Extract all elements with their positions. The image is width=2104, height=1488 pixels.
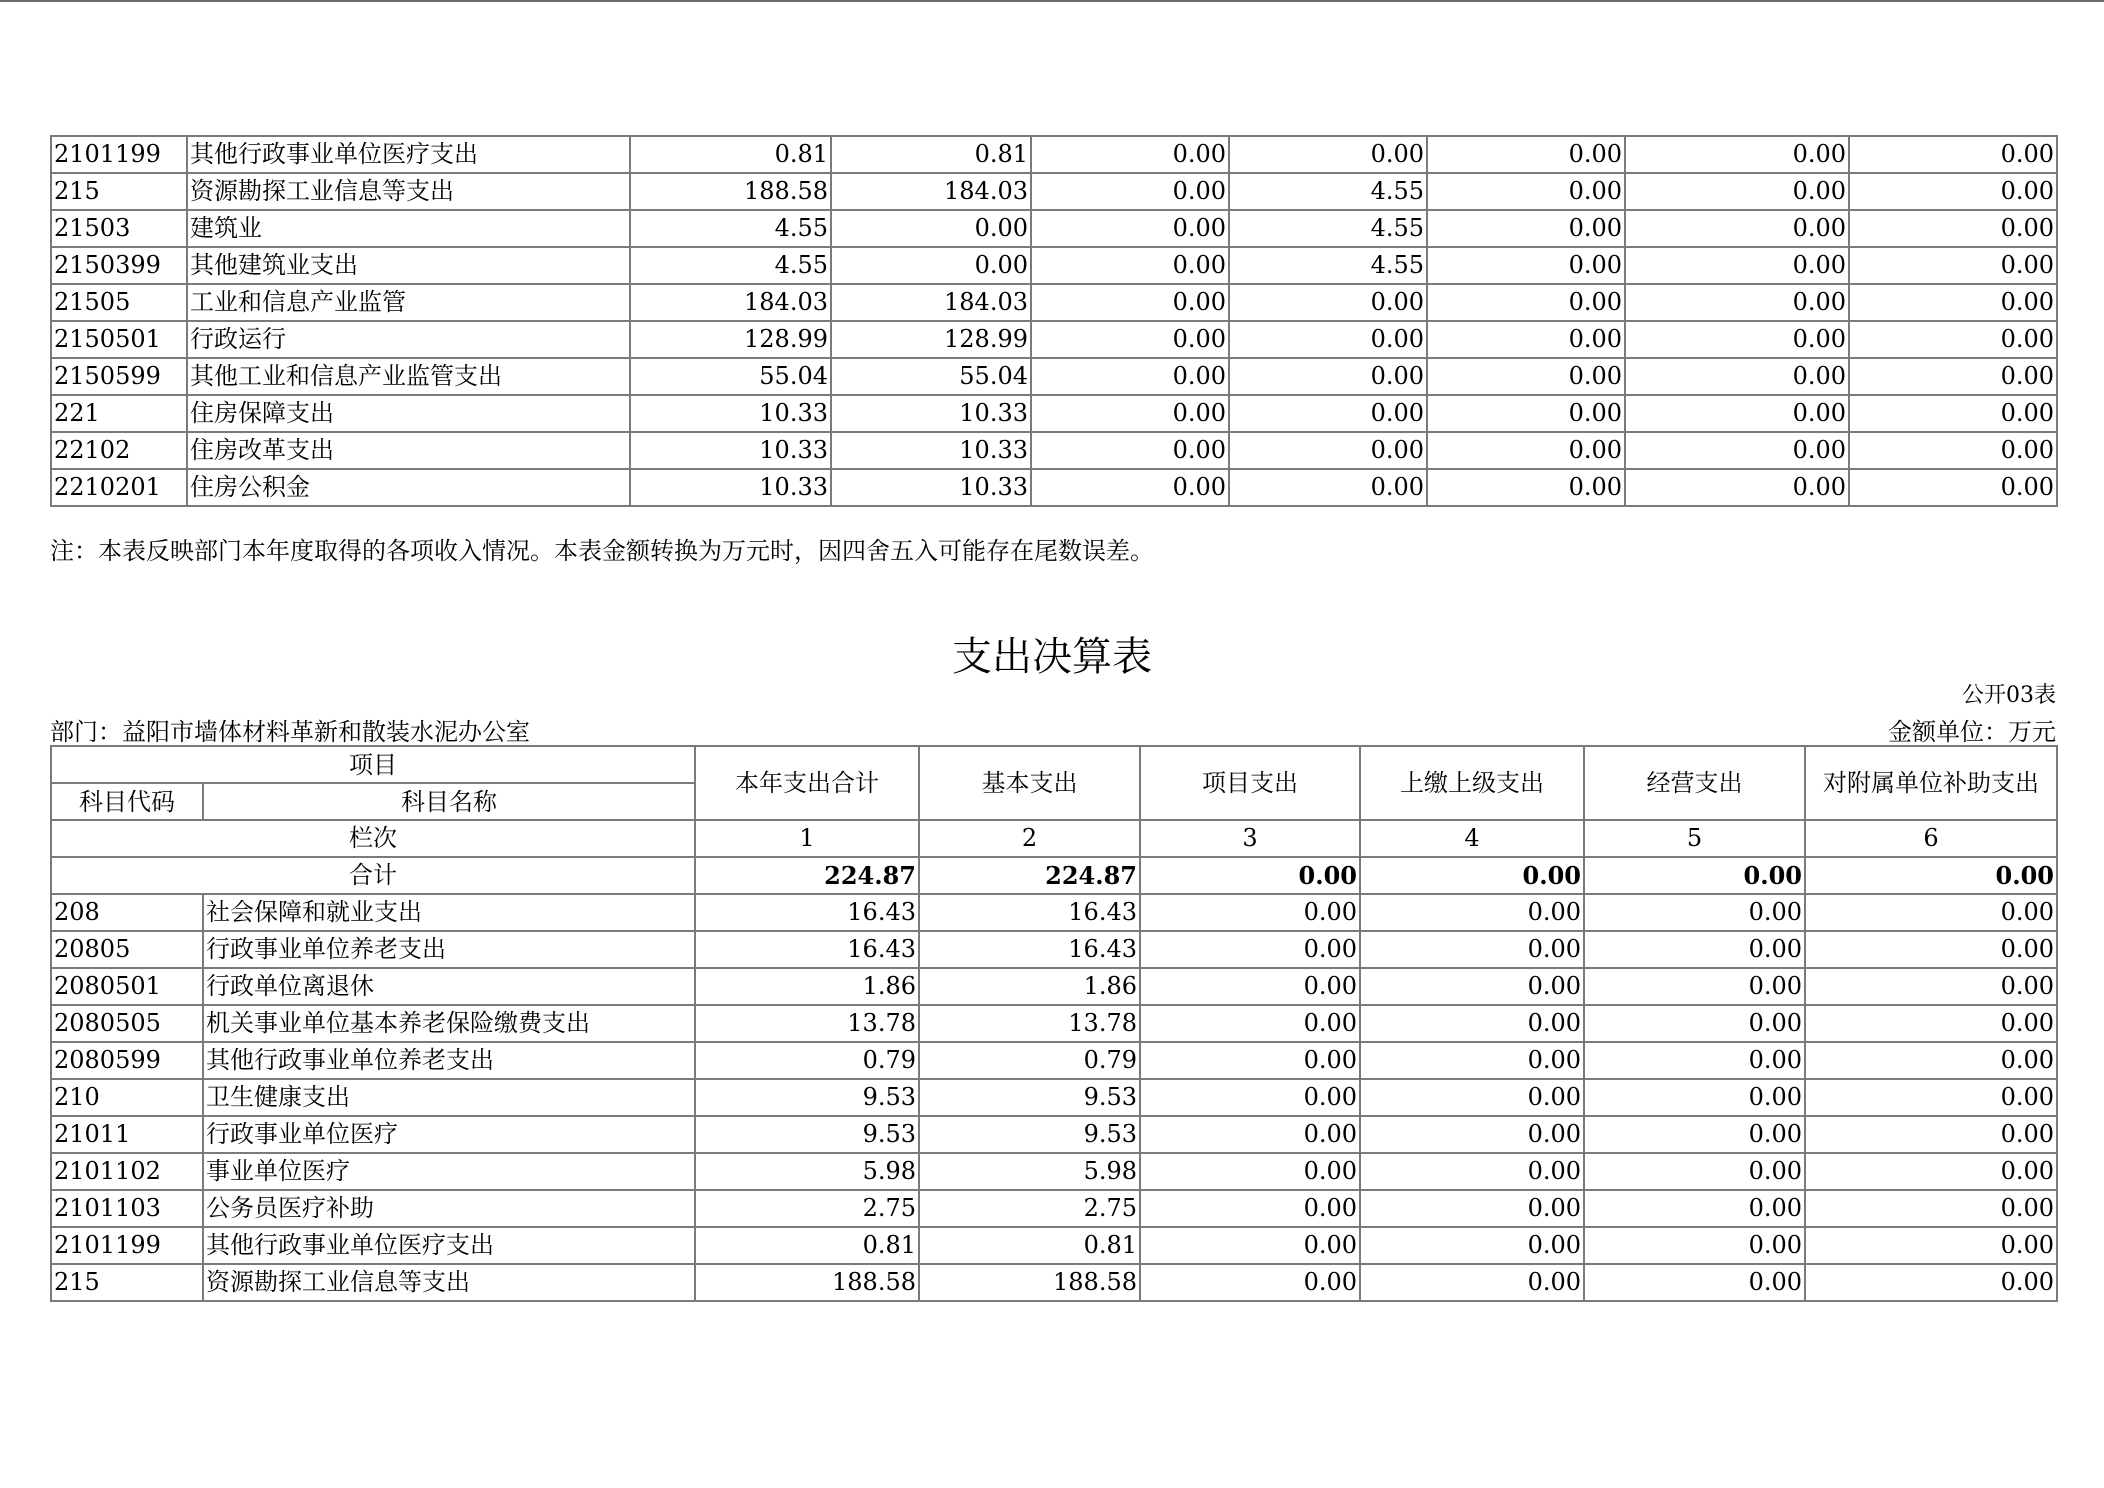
total-row (51, 857, 2057, 894)
amount-cell: 0.00 (1360, 931, 1584, 968)
header-total-expense: 本年支出合计 (695, 746, 919, 820)
amount-cell: 0.00 (1031, 395, 1229, 432)
subject-name-cell: 其他建筑业支出 (187, 247, 630, 284)
amount-cell: 16.43 (695, 931, 919, 968)
amount-cell: 0.00 (1360, 894, 1584, 931)
subject-name-cell: 事业单位医疗 (203, 1153, 695, 1190)
subject-name-cell: 住房改革支出 (187, 432, 630, 469)
table-row (51, 136, 2057, 173)
subject-name-cell: 卫生健康支出 (203, 1079, 695, 1116)
amount-cell: 0.81 (831, 136, 1031, 173)
amount-cell: 9.53 (919, 1079, 1140, 1116)
expense-table (50, 745, 2058, 1302)
amount-cell: 0.81 (919, 1227, 1140, 1264)
amount-cell: 0.00 (1805, 1005, 2057, 1042)
amount-cell: 0.00 (1849, 173, 2057, 210)
amount-cell: 0.00 (1140, 1227, 1360, 1264)
table-row (51, 1116, 2057, 1153)
amount-cell: 0.00 (1584, 1005, 1805, 1042)
table-row (51, 432, 2057, 469)
subject-code-cell: 208 (51, 894, 203, 931)
amount-cell: 0.00 (1229, 358, 1427, 395)
amount-cell: 2.75 (919, 1190, 1140, 1227)
amount-cell: 0.00 (1140, 894, 1360, 931)
amount-cell: 0.79 (695, 1042, 919, 1079)
amount-cell: 0.00 (1140, 1116, 1360, 1153)
amount-cell: 0.00 (1140, 1153, 1360, 1190)
subject-code-cell: 2150399 (51, 247, 187, 284)
amount-cell: 0.00 (1229, 284, 1427, 321)
amount-cell: 0.00 (1360, 1264, 1584, 1301)
subject-name-cell: 住房公积金 (187, 469, 630, 506)
amount-cell: 0.00 (1140, 1079, 1360, 1116)
subject-name-cell: 其他工业和信息产业监管支出 (187, 358, 630, 395)
amount-cell: 0.00 (1360, 1227, 1584, 1264)
seq-label: 栏次 (51, 820, 695, 857)
total-value: 0.00 (1584, 857, 1805, 894)
amount-cell: 0.81 (695, 1227, 919, 1264)
amount-cell: 188.58 (630, 173, 831, 210)
amount-cell: 188.58 (695, 1264, 919, 1301)
amount-cell: 9.53 (695, 1079, 919, 1116)
amount-cell: 1.86 (695, 968, 919, 1005)
amount-cell: 184.03 (831, 284, 1031, 321)
amount-cell: 0.00 (1140, 1005, 1360, 1042)
amount-cell: 0.00 (1360, 1042, 1584, 1079)
table-row (51, 321, 2057, 358)
amount-unit-label: 金额单位：万元 (1888, 718, 2056, 746)
amount-cell: 0.00 (1427, 358, 1625, 395)
amount-cell: 0.00 (1584, 1042, 1805, 1079)
table-row (51, 1005, 2057, 1042)
table-row (51, 284, 2057, 321)
amount-cell: 0.00 (1427, 247, 1625, 284)
amount-cell: 184.03 (831, 173, 1031, 210)
amount-cell: 128.99 (831, 321, 1031, 358)
header-project-expense: 项目支出 (1140, 746, 1360, 820)
subject-name-cell: 行政运行 (187, 321, 630, 358)
table-row (51, 469, 2057, 506)
subject-code-cell: 2080505 (51, 1005, 203, 1042)
amount-cell: 0.00 (1427, 284, 1625, 321)
subject-code-cell: 21503 (51, 210, 187, 247)
amount-cell: 0.00 (831, 247, 1031, 284)
amount-cell: 1.86 (919, 968, 1140, 1005)
amount-cell: 0.00 (1625, 173, 1849, 210)
amount-cell: 10.33 (630, 469, 831, 506)
amount-cell: 0.00 (1360, 1153, 1584, 1190)
seq-6: 6 (1805, 820, 2057, 857)
subject-code-cell: 2150599 (51, 358, 187, 395)
total-value: 0.00 (1140, 857, 1360, 894)
amount-cell: 0.00 (1229, 432, 1427, 469)
amount-cell: 0.00 (1849, 469, 2057, 506)
amount-cell: 0.00 (1625, 210, 1849, 247)
amount-cell: 0.00 (1625, 247, 1849, 284)
amount-cell: 0.00 (1805, 1153, 2057, 1190)
amount-cell: 0.00 (1805, 1227, 2057, 1264)
income-table-body (51, 136, 2057, 506)
header-subsidy-affiliates: 对附属单位补助支出 (1805, 746, 2057, 820)
amount-cell: 4.55 (1229, 247, 1427, 284)
amount-cell: 0.00 (1849, 136, 2057, 173)
total-value: 0.00 (1805, 857, 2057, 894)
amount-cell: 13.78 (919, 1005, 1140, 1042)
amount-cell: 0.00 (1360, 1079, 1584, 1116)
amount-cell: 16.43 (695, 894, 919, 931)
amount-cell: 0.00 (1229, 136, 1427, 173)
expense-table-title: 支出决算表 (952, 634, 1152, 680)
header-item: 项目 (51, 746, 695, 783)
amount-cell: 0.00 (1625, 284, 1849, 321)
amount-cell: 0.00 (1140, 968, 1360, 1005)
table-row (51, 1264, 2057, 1301)
amount-cell: 0.00 (1427, 432, 1625, 469)
subject-code-cell: 2080501 (51, 968, 203, 1005)
table-row (51, 210, 2057, 247)
subject-code-cell: 2101103 (51, 1190, 203, 1227)
subject-name-cell: 公务员医疗补助 (203, 1190, 695, 1227)
amount-cell: 0.00 (1849, 284, 2057, 321)
amount-cell: 5.98 (695, 1153, 919, 1190)
amount-cell: 0.81 (630, 136, 831, 173)
amount-cell: 0.00 (1584, 1116, 1805, 1153)
amount-cell: 0.00 (1140, 1190, 1360, 1227)
amount-cell: 0.00 (1031, 358, 1229, 395)
amount-cell: 0.00 (1229, 321, 1427, 358)
subject-code-cell: 2150501 (51, 321, 187, 358)
amount-cell: 184.03 (630, 284, 831, 321)
table-row (51, 894, 2057, 931)
total-value: 0.00 (1360, 857, 1584, 894)
amount-cell: 0.00 (1849, 210, 2057, 247)
amount-cell: 0.00 (1805, 1190, 2057, 1227)
subject-name-cell: 行政单位离退休 (203, 968, 695, 1005)
table-row (51, 1190, 2057, 1227)
table-row (51, 358, 2057, 395)
subject-name-cell: 其他行政事业单位养老支出 (203, 1042, 695, 1079)
amount-cell: 0.00 (1625, 321, 1849, 358)
amount-cell: 128.99 (630, 321, 831, 358)
amount-cell: 0.00 (1849, 432, 2057, 469)
amount-cell: 0.00 (1849, 247, 2057, 284)
subject-name-cell: 资源勘探工业信息等支出 (203, 1264, 695, 1301)
amount-cell: 0.00 (1805, 931, 2057, 968)
amount-cell: 10.33 (630, 395, 831, 432)
total-label: 合计 (51, 857, 695, 894)
amount-cell: 4.55 (630, 210, 831, 247)
amount-cell: 0.00 (1584, 1264, 1805, 1301)
amount-cell: 0.00 (1805, 1042, 2057, 1079)
subject-name-cell: 资源勘探工业信息等支出 (187, 173, 630, 210)
amount-cell: 0.00 (1427, 136, 1625, 173)
amount-cell: 0.00 (1360, 1116, 1584, 1153)
subject-code-cell: 215 (51, 173, 187, 210)
amount-cell: 0.79 (919, 1042, 1140, 1079)
amount-cell: 0.00 (1849, 395, 2057, 432)
amount-cell: 0.00 (1849, 321, 2057, 358)
table-row (51, 173, 2057, 210)
amount-cell: 0.00 (1031, 247, 1229, 284)
subject-code-cell: 21505 (51, 284, 187, 321)
table-row (51, 1227, 2057, 1264)
amount-cell: 0.00 (1584, 931, 1805, 968)
amount-cell: 0.00 (1031, 432, 1229, 469)
amount-cell: 0.00 (1427, 173, 1625, 210)
amount-cell: 0.00 (1805, 1079, 2057, 1116)
amount-cell: 10.33 (831, 469, 1031, 506)
amount-cell: 0.00 (1031, 210, 1229, 247)
subject-code-cell: 2101102 (51, 1153, 203, 1190)
expense-table-body (51, 894, 2057, 1301)
seq-2: 2 (919, 820, 1140, 857)
seq-1: 1 (695, 820, 919, 857)
amount-cell: 0.00 (1229, 469, 1427, 506)
table-row (51, 247, 2057, 284)
seq-3: 3 (1140, 820, 1360, 857)
amount-cell: 0.00 (831, 210, 1031, 247)
amount-cell: 0.00 (1140, 931, 1360, 968)
amount-cell: 0.00 (1584, 1227, 1805, 1264)
amount-cell: 0.00 (1427, 321, 1625, 358)
seq-5: 5 (1584, 820, 1805, 857)
subject-name-cell: 社会保障和就业支出 (203, 894, 695, 931)
amount-cell: 5.98 (919, 1153, 1140, 1190)
table-row (51, 968, 2057, 1005)
amount-cell: 0.00 (1031, 321, 1229, 358)
total-value: 224.87 (919, 857, 1140, 894)
table-note: 注：本表反映部门本年度取得的各项收入情况。本表金额转换为万元时，因四舍五入可能存在尾数误差。 (50, 537, 1154, 565)
subject-name-cell: 行政事业单位医疗 (203, 1116, 695, 1153)
amount-cell: 4.55 (1229, 210, 1427, 247)
amount-cell: 0.00 (1625, 395, 1849, 432)
seq-4: 4 (1360, 820, 1584, 857)
amount-cell: 0.00 (1849, 358, 2057, 395)
subject-name-cell: 行政事业单位养老支出 (203, 931, 695, 968)
amount-cell: 4.55 (1229, 173, 1427, 210)
header-remit-superior: 上缴上级支出 (1360, 746, 1584, 820)
subject-name-cell: 工业和信息产业监管 (187, 284, 630, 321)
amount-cell: 0.00 (1805, 968, 2057, 1005)
amount-cell: 0.00 (1805, 894, 2057, 931)
amount-cell: 0.00 (1625, 358, 1849, 395)
amount-cell: 0.00 (1427, 469, 1625, 506)
page-top-border (0, 0, 2104, 2)
amount-cell: 55.04 (630, 358, 831, 395)
table-row (51, 931, 2057, 968)
amount-cell: 0.00 (1031, 173, 1229, 210)
header-operating-expense: 经营支出 (1584, 746, 1805, 820)
amount-cell: 0.00 (1584, 894, 1805, 931)
amount-cell: 0.00 (1584, 1190, 1805, 1227)
table-row (51, 395, 2057, 432)
amount-cell: 10.33 (831, 395, 1031, 432)
amount-cell: 0.00 (1031, 469, 1229, 506)
subject-name-cell: 其他行政事业单位医疗支出 (187, 136, 630, 173)
subject-name-cell: 其他行政事业单位医疗支出 (203, 1227, 695, 1264)
subject-code-cell: 215 (51, 1264, 203, 1301)
amount-cell: 16.43 (919, 894, 1140, 931)
subject-code-cell: 2101199 (51, 1227, 203, 1264)
subject-code-cell: 2080599 (51, 1042, 203, 1079)
table-row (51, 1153, 2057, 1190)
amount-cell: 0.00 (1584, 968, 1805, 1005)
amount-cell: 0.00 (1805, 1116, 2057, 1153)
income-table-continued (50, 135, 2058, 507)
amount-cell: 9.53 (919, 1116, 1140, 1153)
amount-cell: 0.00 (1427, 210, 1625, 247)
amount-cell: 0.00 (1229, 395, 1427, 432)
amount-cell: 0.00 (1360, 1005, 1584, 1042)
table-number: 公开03表 (1962, 683, 2056, 708)
amount-cell: 2.75 (695, 1190, 919, 1227)
amount-cell: 0.00 (1140, 1264, 1360, 1301)
amount-cell: 0.00 (1625, 469, 1849, 506)
amount-cell: 0.00 (1584, 1153, 1805, 1190)
subject-code-cell: 2210201 (51, 469, 187, 506)
subject-name-cell: 建筑业 (187, 210, 630, 247)
subject-name-cell: 机关事业单位基本养老保险缴费支出 (203, 1005, 695, 1042)
amount-cell: 0.00 (1805, 1264, 2057, 1301)
total-value: 224.87 (695, 857, 919, 894)
amount-cell: 0.00 (1584, 1079, 1805, 1116)
amount-cell: 0.00 (1360, 968, 1584, 1005)
amount-cell: 0.00 (1625, 432, 1849, 469)
amount-cell: 4.55 (630, 247, 831, 284)
amount-cell: 9.53 (695, 1116, 919, 1153)
amount-cell: 0.00 (1625, 136, 1849, 173)
subject-code-cell: 2101199 (51, 136, 187, 173)
amount-cell: 55.04 (831, 358, 1031, 395)
subject-code-cell: 210 (51, 1079, 203, 1116)
amount-cell: 0.00 (1427, 395, 1625, 432)
subject-code-cell: 21011 (51, 1116, 203, 1153)
subject-code-cell: 22102 (51, 432, 187, 469)
header-subject-code: 科目代码 (51, 783, 203, 820)
amount-cell: 0.00 (1031, 136, 1229, 173)
amount-cell: 10.33 (831, 432, 1031, 469)
amount-cell: 0.00 (1140, 1042, 1360, 1079)
amount-cell: 10.33 (630, 432, 831, 469)
table-row (51, 1042, 2057, 1079)
header-subject-name: 科目名称 (203, 783, 695, 820)
department-label: 部门：益阳市墙体材料革新和散装水泥办公室 (50, 718, 530, 746)
table-row (51, 1079, 2057, 1116)
subject-code-cell: 221 (51, 395, 187, 432)
amount-cell: 13.78 (695, 1005, 919, 1042)
amount-cell: 188.58 (919, 1264, 1140, 1301)
subject-code-cell: 20805 (51, 931, 203, 968)
amount-cell: 16.43 (919, 931, 1140, 968)
header-basic-expense: 基本支出 (919, 746, 1140, 820)
amount-cell: 0.00 (1360, 1190, 1584, 1227)
amount-cell: 0.00 (1031, 284, 1229, 321)
subject-name-cell: 住房保障支出 (187, 395, 630, 432)
